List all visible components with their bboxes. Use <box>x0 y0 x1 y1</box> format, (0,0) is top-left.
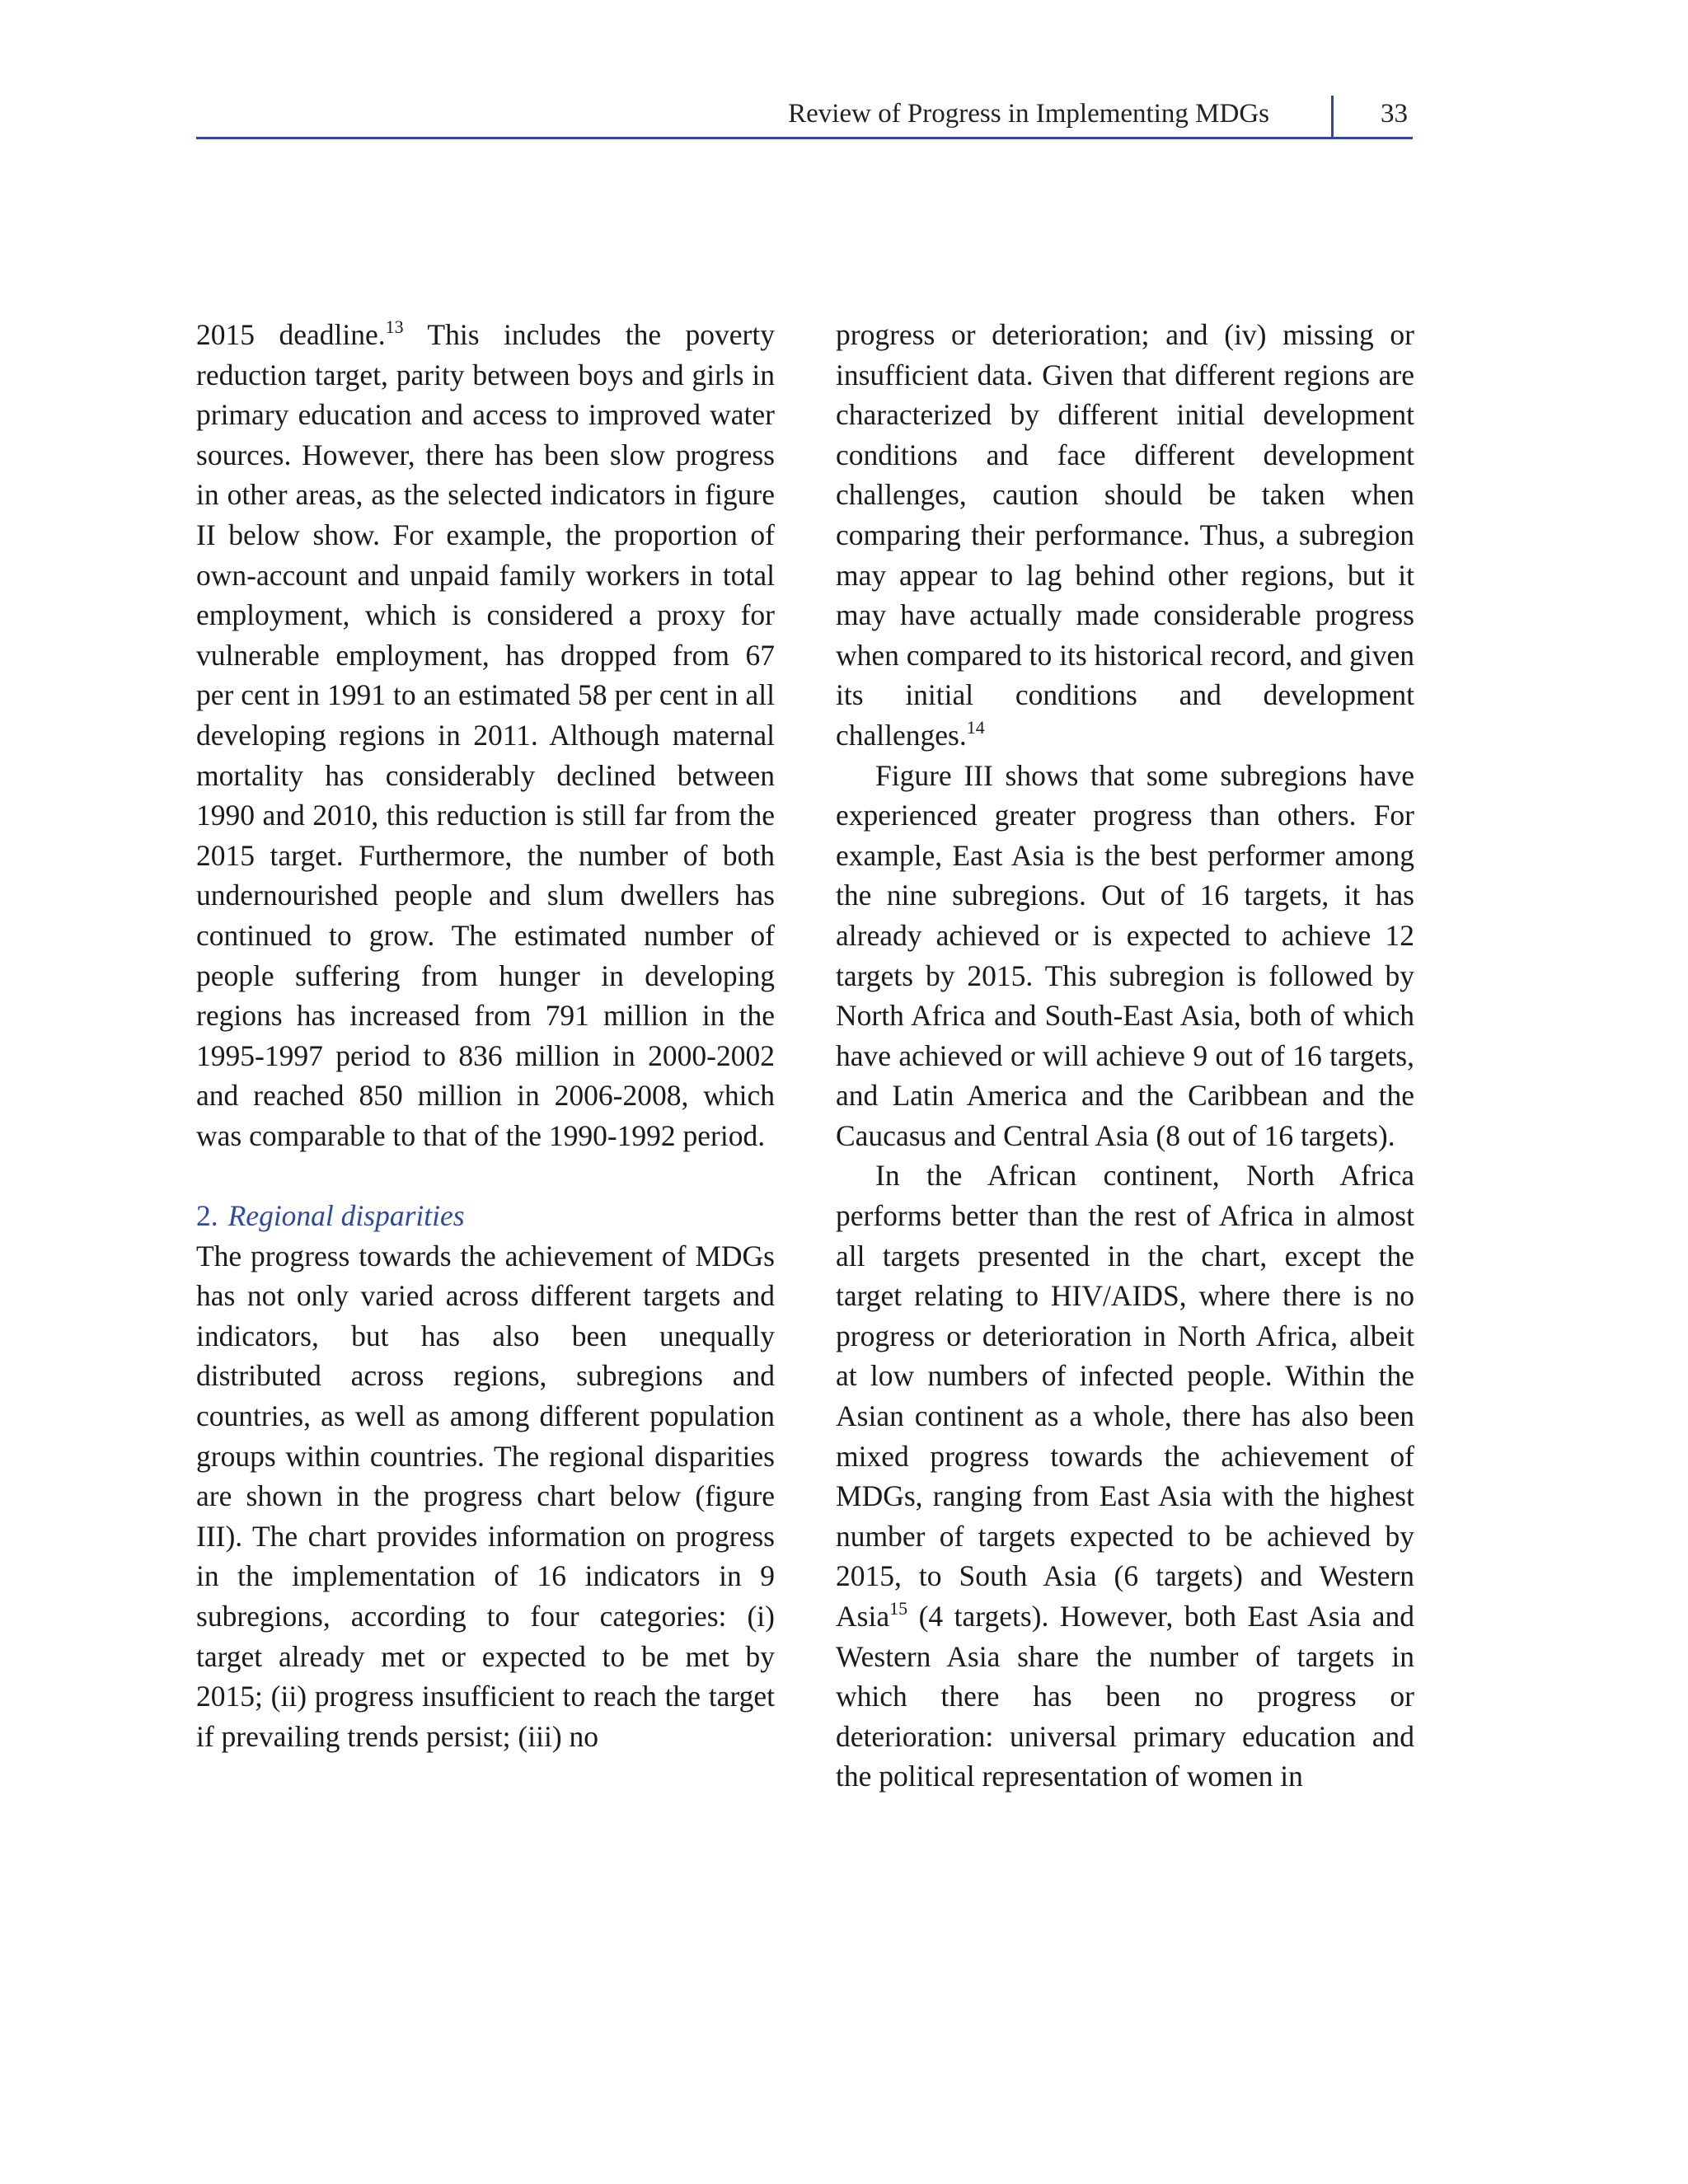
page-number: 33 <box>1381 99 1408 129</box>
paragraph: The progress towards the achievement of MDGs has not only varied across different targets and indicators, but has also been unequally distributed across regions, subregions and countries, as well as among different population groups within countries. The regional disparities are shown in the progress chart below (figure III). The chart provides information on progress in the implementation of 16 indicators in 9 subregions, according to four categories: (i) target already met or expected to be met by 2015; (ii) progress insufficient to reach the target if prevailing trends persist; (iii) no <box>196 1239 775 1753</box>
paragraph-text: This includes the poverty reduction target, parity between boys and girls in primary education and access to improved water sources. However, there has been slow progress in other areas, as the selected indicators in figure II below show. For example, the proportion of own-account and unpaid family workers in total employment, which is considered a proxy for vulnerable employment, has dropped from 67 per cent in 1991 to an estimated 58 per cent in all developing regions in 2011. Although maternal mortality has considerably declined between 1990 and 2010, this reduction is still far from the 2015 target. Furthermore, the number of both undernourished people and slum dwellers has continued to grow. The estimated number of people suffering from hunger in developing regions has increased from 791 million in the 1995-1997 period to 836 million in 2000-2002 and reached 850 million in 2006-2008, which was comparable to that of the 1990-1992 period. <box>196 318 775 1152</box>
running-header <box>196 91 1413 140</box>
paragraph <box>836 1155 1414 1797</box>
section-title: Regional disparities <box>227 1199 465 1233</box>
header-divider <box>1331 96 1334 138</box>
paragraph <box>836 315 1414 756</box>
header-rule <box>196 137 1413 139</box>
footnote-ref[interactable]: 13 <box>385 316 404 337</box>
paragraph: Figure III shows that some subregions have experienced greater progress than others. For example, East Asia is the best performer among the nine subregions. Out of 16 targets, it has already achieved or is expected to achieve 12 targets by 2015. This subregion is followed by North Africa and South-East Asia, both of which have achieved or will achieve 9 out of 16 targets, and Latin America and the Caribbean and the Caucasus and Central Asia (8 out of 16 targets). <box>836 758 1414 1152</box>
paragraph-text: 2015 deadline. <box>196 318 386 351</box>
running-header-title: Review of Progress in Implementing MDGs <box>788 99 1269 129</box>
section-heading <box>196 1196 775 1236</box>
footnote-ref[interactable]: 14 <box>966 716 985 738</box>
left-column <box>196 315 775 1756</box>
paragraph <box>196 315 775 1155</box>
section-number: 2. <box>196 1199 218 1233</box>
paragraph-text: In the African continent, North Africa performs better than the rest of Africa in almost all targets presented in the chart, except the target relating to HIV/AIDS, where there is no progress or deterioration in North Africa, albeit at low numbers of infected people. Within the Asian continent as a whole, there has also been mixed progress towards the achievement of MDGs, ranging from East Asia with the highest number of targets expected to be achieved by 2015, to South Asia (6 targets) and Western Asia <box>836 1159 1414 1633</box>
right-column <box>836 315 1414 1797</box>
paragraph-text: (4 targets). However, both East Asia and Western Asia share the number of targets in which there has been no progress or deterioration: universal primary education and the political representation of women in <box>836 1600 1414 1793</box>
paragraph-text: progress or deterioration; and (iv) missing or insufficient data. Given that different regions are characterized by different initial development conditions and face different development challenges, caution should be taken when comparing their performance. Thus, a subregion may appear to lag behind other regions, but it may have actually made considerable progress when compared to its historical record, and given its initial conditions and development challenges. <box>836 318 1414 752</box>
footnote-ref[interactable]: 15 <box>889 1598 908 1619</box>
paragraph-gap <box>196 1155 775 1196</box>
